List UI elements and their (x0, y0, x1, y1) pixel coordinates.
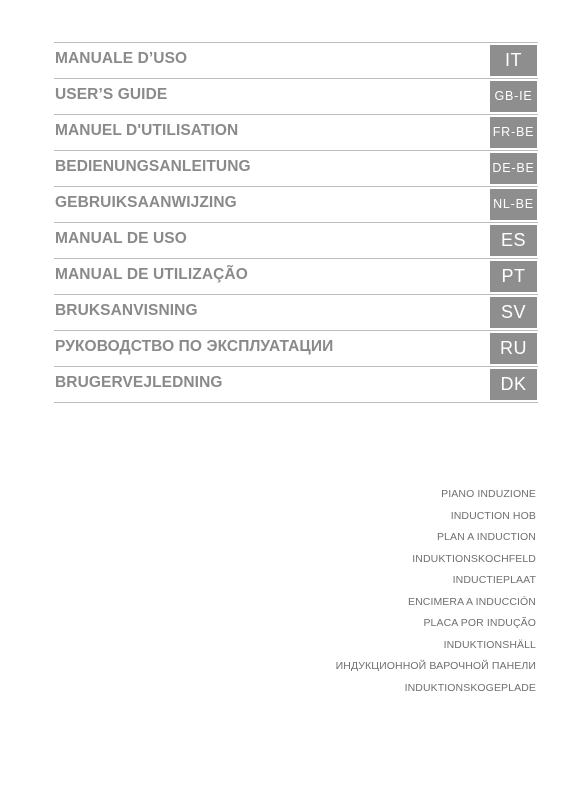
language-code-badge: IT (490, 45, 537, 76)
manual-title: MANUEL D'UTILISATION (55, 122, 239, 139)
manual-title: BEDIENUNGSANLEITUNG (55, 158, 251, 175)
manual-title: MANUAL DE UTILIZAÇÃO (55, 266, 248, 283)
product-name: INDUCTION HOB (450, 509, 536, 522)
manual-title: MANUAL DE USO (55, 230, 187, 247)
product-name: INDUCTIEPLAAT (452, 574, 536, 586)
language-code-badge: RU (490, 333, 537, 364)
manual-row-gb-ie (54, 79, 538, 115)
product-name: ENCIMERA A INDUCCIÓN (407, 595, 536, 608)
manual-row-pt (54, 259, 538, 295)
manual-row-fr-be (54, 115, 538, 151)
manual-row-it (54, 43, 538, 79)
language-code-badge: DK (490, 369, 537, 400)
language-code-badge: PT (490, 261, 537, 292)
product-name: PIANO INDUZIONE (441, 488, 536, 500)
product-name: INDUKTIONSKOCHFELD (412, 552, 536, 565)
product-name: ИНДУКЦИОННОЙ ВАРОЧНОЙ ПАНЕЛИ (335, 660, 536, 672)
manual-title: USER’S GUIDE (55, 86, 168, 103)
product-name-list (336, 488, 536, 703)
product-name: PLACA POR INDUÇÃO (423, 617, 536, 629)
manual-title: GEBRUIKSAANWIJZING (55, 194, 237, 211)
manual-row-es (54, 223, 538, 259)
product-name: PLAN A INDUCTION (436, 531, 536, 543)
manual-title: BRUKSANVISNING (55, 302, 198, 319)
manual-row-sv (54, 295, 538, 331)
language-code-badge: FR-BE (490, 117, 537, 148)
manual-language-table (54, 42, 538, 403)
language-code-badge: DE-BE (490, 153, 537, 184)
manual-row-ru (54, 331, 538, 367)
product-name: INDUKTIONSKOGEPLADE (404, 681, 536, 694)
product-name: INDUKTIONSHÄLL (443, 638, 536, 651)
manual-row-de-be (54, 151, 538, 187)
manual-row-dk (54, 367, 538, 403)
language-code-badge: NL-BE (490, 189, 537, 220)
manual-title: MANUALE D’USO (55, 50, 188, 67)
manual-row-nl-be (54, 187, 538, 223)
manual-title: РУКОВОДСТВО ПО ЭКСПЛУАТАЦИИ (55, 338, 334, 355)
language-code-badge: SV (490, 297, 537, 328)
language-code-badge: GB-IE (490, 81, 537, 112)
language-code-badge: ES (490, 225, 537, 256)
manual-title: BRUGERVEJLEDNING (55, 374, 223, 391)
